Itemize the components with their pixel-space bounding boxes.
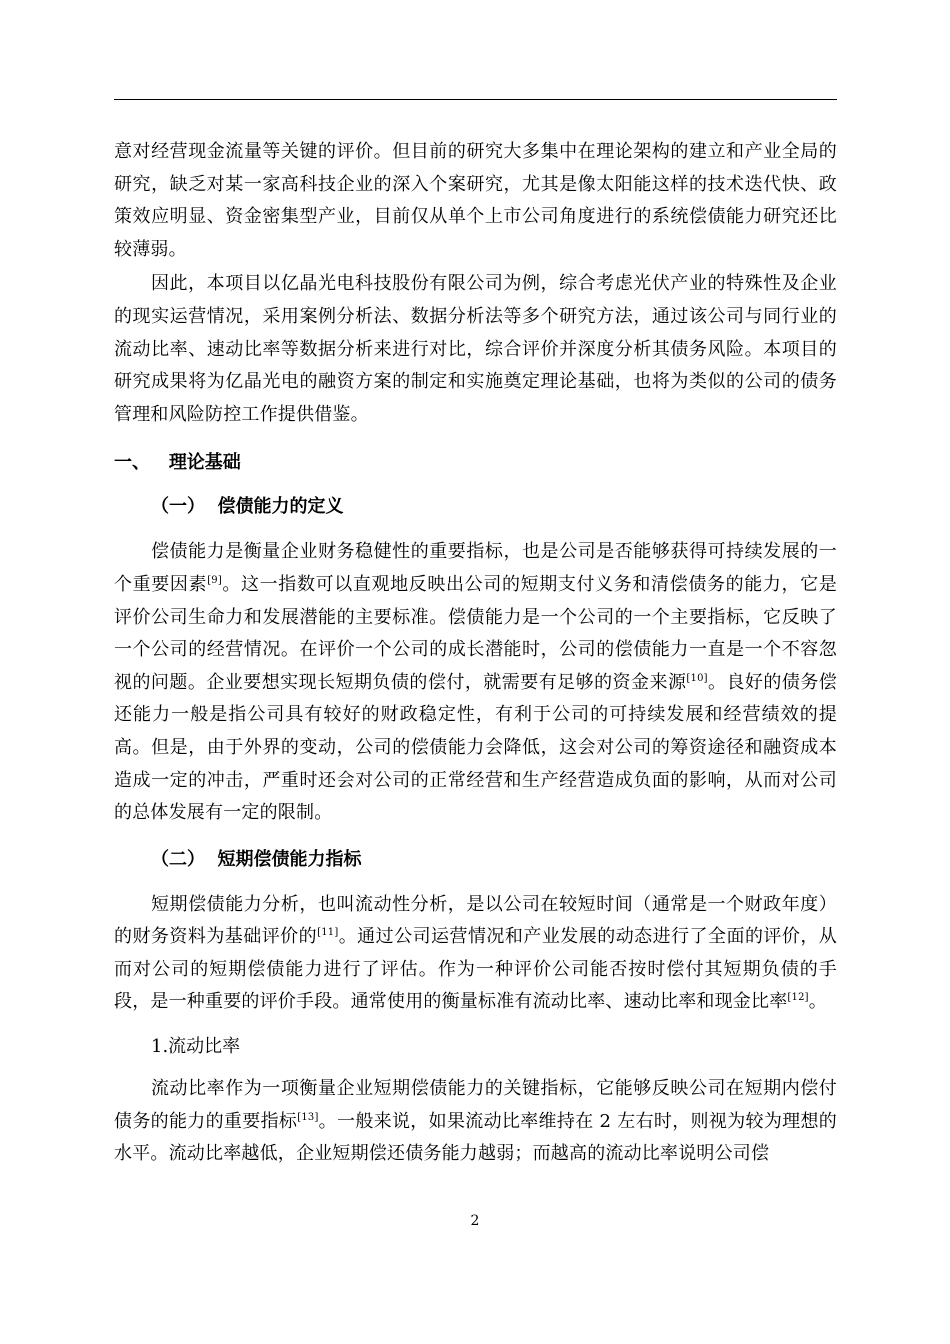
document-body [114, 136, 837, 1171]
subsection-number: （二） [151, 848, 205, 870]
paragraph-text: 。一般来说，如果流动比率维持在 2 左右时，则视为较为理想的水平。流动比率越低，企业短期偿还债务能力越弱；而越高的流动比率说明公司偿 [114, 1110, 837, 1165]
subsection-title: 偿债能力的定义 [217, 496, 344, 518]
citation-ref: [11] [317, 927, 339, 939]
item-heading-current-ratio [151, 1031, 837, 1063]
citation-ref: [12] [787, 992, 809, 1004]
paragraph-text: 短期偿债能力分析，也叫流动性分析，是以公司在较短时间（通常是一个财政年度）的财务资料为基础评价的 [114, 893, 837, 948]
item-title: 1.流动比率 [151, 1036, 241, 1058]
citation-ref: [13] [297, 1111, 319, 1123]
paragraph-text: 因此，本项目以亿晶光电科技股份有限公司为例，综合考虑光伏产业的特殊性及企业的现实运营情况，采用案例分析法、数据分析法等多个研究方法，通过该公司与同行业的流动比率、速动比率等数据分析来进行对比，综合评价并深度分析其债务风险。本项目的研究成果将为亿晶光电的融资方案的制定和实施奠定理论基础，也将为类似的公司的债务管理和风险防控工作提供借鉴。 [114, 273, 837, 425]
section-heading-theory [114, 448, 837, 478]
page-number: 2 [470, 1213, 480, 1229]
paragraph-text: 意对经营现金流量等关键的评价。但目前的研究大多集中在理论架构的建立和产业全局的研究，缺乏对某一家高科技企业的深入个案研究，尤其是像太阳能这样的技术迭代快、政策效应明显、资金密集型产业，目前仅从单个上市公司角度进行的系统偿债能力研究还比较薄弱。 [114, 141, 837, 260]
paragraph-text: 流动比率作为一项衡量企业短期偿债能力的关键指标，它能够反映公司在短期内偿付债务的能力的重要指标 [114, 1078, 837, 1132]
paragraph-text: 偿债能力是衡量企业财务稳健性的重要指标，也是公司是否能够获得可持续发展的一个重要因素 [114, 541, 837, 595]
paragraph-text: 。良好的债务偿还能力一般是指公司具有较好的财政稳定性，有利于公司的可持续发展和经营绩效的提高。但是，由于外界的变动，公司的偿债能力会降低，这会对公司的筹资途径和融资成本造成一定的冲击，严重时还会对公司的正常经营和生产经营造成负面的影响，从而对公司的总体发展有一定的限制。 [114, 671, 837, 824]
section-title: 理论基础 [168, 452, 241, 474]
header-rule [114, 99, 837, 100]
section-number: 一、 [114, 452, 150, 474]
citation-ref: [10] [686, 672, 708, 684]
paragraph-text: 。通过公司运营情况和产业发展的动态进行了全面的评价，从而对公司的短期偿债能力进行了评估。作为一种评价公司能否按时偿付其短期负债的手段，是一种重要的评价手段。通常使用的衡量标准有流动比率、速动比率和现金比率 [114, 926, 837, 1013]
paragraph-text: 。 [808, 991, 827, 1013]
paragraph-continuation [114, 136, 837, 266]
paragraph-current-ratio [114, 1073, 837, 1171]
subsection-heading-definition [151, 492, 837, 522]
subsection-number: （一） [151, 496, 205, 518]
paragraph-text: 。这一指数可以直观地反映出公司的短期支付义务和清偿债务的能力，它是评价公司生命力和发展潜能的主要标准。偿债能力是一个公司的一个主要指标，它反映了一个公司的经营情况。在评价一个公司的成长潜能时，公司的偿债能力一直是一个不容忽视的问题。企业要想实现长短期负债的偿付，就需要有足够的资金来源 [114, 573, 837, 693]
citation-ref: [9] [207, 574, 222, 586]
subsection-title: 短期偿债能力指标 [217, 848, 362, 870]
paragraph-solvency-definition [114, 536, 837, 829]
paragraph-short-term-analysis [114, 889, 837, 1019]
paragraph-project-intro [114, 268, 837, 431]
subsection-heading-indicators [151, 845, 837, 875]
